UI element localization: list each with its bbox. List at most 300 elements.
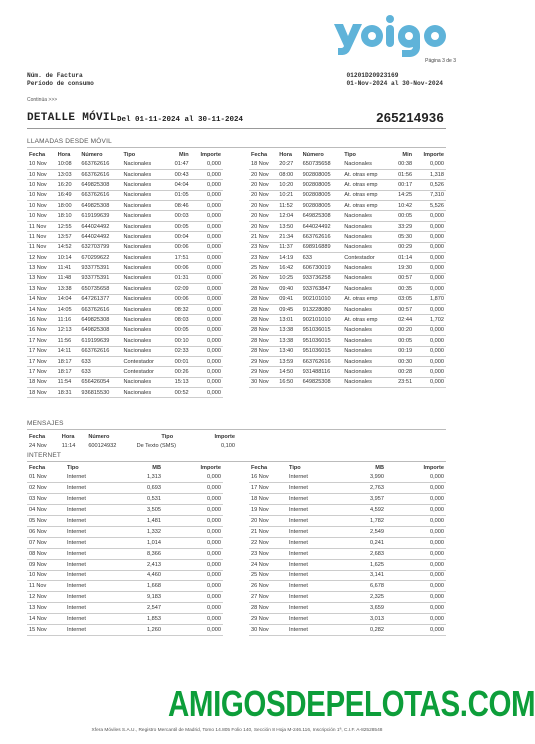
- table-cell: 2,549: [343, 526, 386, 537]
- table-cell: 00:10: [167, 336, 191, 346]
- table-cell: 633: [301, 253, 343, 263]
- table-cell: Internet: [287, 526, 343, 537]
- table-row: [27, 315, 223, 325]
- table-row: [27, 356, 223, 366]
- table-cell: Nacionales: [342, 221, 390, 231]
- table-cell: 25 Nov: [249, 263, 277, 273]
- table-cell: 649825308: [79, 180, 121, 190]
- table-cell: 0,000: [191, 377, 223, 387]
- invoice-number-value: 01201D20923169: [346, 72, 399, 79]
- table-cell: Nacionales: [342, 211, 390, 221]
- table-cell: 2,547: [120, 603, 163, 614]
- table-cell: 663762616: [79, 346, 121, 356]
- table-cell: 0,000: [414, 232, 446, 242]
- table-cell: Nacionales: [342, 346, 390, 356]
- detail-header: [27, 109, 446, 129]
- table-cell: 902101010: [301, 294, 343, 304]
- table-cell: 13:40: [277, 346, 300, 356]
- table-cell: Nacionales: [122, 294, 167, 304]
- table-row: [249, 592, 446, 603]
- table-cell: 29 Nov: [249, 614, 287, 625]
- table-cell: 0,000: [386, 505, 446, 516]
- table-cell: 11:16: [56, 315, 80, 325]
- table-cell: 13:50: [277, 221, 300, 231]
- table-row: [249, 169, 446, 179]
- table-cell: 11 Nov: [27, 232, 56, 242]
- table-cell: 14 Nov: [27, 304, 56, 314]
- table-cell: Internet: [287, 548, 343, 559]
- table-cell: 02 Nov: [27, 483, 65, 494]
- table-cell: 0,282: [343, 624, 386, 635]
- table-cell: 1,313: [120, 472, 163, 483]
- table-row: [27, 242, 223, 252]
- table-cell: 649825308: [301, 211, 343, 221]
- table-cell: Internet: [287, 494, 343, 505]
- table-cell: 33:29: [391, 221, 414, 231]
- table-cell: Nacionales: [342, 367, 390, 377]
- table-row: [249, 211, 446, 221]
- table-cell: 16:42: [277, 263, 300, 273]
- table-cell: 28 Nov: [249, 325, 277, 335]
- table-cell: 11:54: [56, 377, 80, 387]
- table-cell: 00:38: [391, 159, 414, 169]
- table-cell: 0,000: [414, 284, 446, 294]
- table-row: [27, 483, 223, 494]
- table-cell: 17:51: [167, 253, 191, 263]
- table-cell: 650735658: [79, 284, 121, 294]
- table-cell: 28 Nov: [249, 336, 277, 346]
- table-cell: Nacionales: [342, 232, 390, 242]
- messages-section-title: MENSAJES: [27, 420, 64, 427]
- table-cell: 12:55: [56, 221, 80, 231]
- table-cell: 933763847: [301, 284, 343, 294]
- table-cell: 08:00: [277, 169, 300, 179]
- table-cell: 10 Nov: [27, 570, 65, 581]
- table-cell: 26 Nov: [249, 581, 287, 592]
- table-cell: 1,625: [343, 559, 386, 570]
- table-row: [249, 190, 446, 200]
- table-cell: 08:46: [167, 201, 191, 211]
- table-cell: 10:14: [56, 253, 80, 263]
- table-cell: 16 Nov: [27, 315, 56, 325]
- table-cell: Internet: [65, 548, 120, 559]
- table-cell: 663762616: [79, 190, 121, 200]
- table-cell: Nacionales: [122, 221, 167, 231]
- column-header: MB: [375, 464, 384, 471]
- table-cell: 00:01: [167, 356, 191, 366]
- table-cell: 00:05: [391, 211, 414, 221]
- table-cell: 21:34: [277, 232, 300, 242]
- table-cell: 12:04: [277, 211, 300, 221]
- table-cell: 0,000: [163, 516, 223, 527]
- table-row: [249, 346, 446, 356]
- table-cell: 09 Nov: [27, 559, 65, 570]
- table-row: [27, 614, 223, 625]
- table-cell: 3,141: [343, 570, 386, 581]
- table-cell: 902101010: [301, 315, 343, 325]
- table-row: [27, 592, 223, 603]
- column-header: Min: [402, 151, 413, 158]
- table-row: [249, 232, 446, 242]
- table-cell: Nacionales: [122, 273, 167, 283]
- table-cell: 12 Nov: [27, 592, 65, 603]
- table-cell: 00:28: [391, 367, 414, 377]
- table-cell: 0,000: [191, 304, 223, 314]
- table-cell: 649825308: [79, 315, 121, 325]
- table-cell: 913228080: [301, 304, 343, 314]
- table-cell: 936815530: [79, 388, 121, 398]
- table-cell: 0,000: [414, 346, 446, 356]
- table-cell: 902808005: [301, 201, 343, 211]
- table-header-row: [27, 432, 237, 441]
- table-cell: 14:04: [56, 294, 80, 304]
- table-cell: 13:01: [277, 315, 300, 325]
- table-cell: 0,000: [191, 273, 223, 283]
- table-cell: 14:52: [56, 242, 80, 252]
- table-cell: 00:20: [391, 325, 414, 335]
- table-row: [249, 201, 446, 211]
- table-cell: 08:03: [167, 315, 191, 325]
- table-cell: 1,782: [343, 516, 386, 527]
- table-cell: Nacionales: [342, 377, 390, 387]
- table-cell: 18:17: [56, 356, 80, 366]
- table-row: [249, 559, 446, 570]
- table-cell: Internet: [65, 614, 120, 625]
- table-cell: 951036015: [301, 325, 343, 335]
- table-cell: 3,505: [120, 505, 163, 516]
- table-row: [27, 232, 223, 242]
- table-cell: 0,000: [191, 253, 223, 263]
- table-cell: Internet: [65, 472, 120, 483]
- table-cell: 0,000: [386, 526, 446, 537]
- table-cell: 931488116: [301, 367, 343, 377]
- table-cell: 24 Nov: [29, 443, 47, 450]
- table-cell: Nacionales: [342, 242, 390, 252]
- table-cell: 02:33: [167, 346, 191, 356]
- table-cell: 11 Nov: [27, 242, 56, 252]
- table-cell: 0,000: [191, 221, 223, 231]
- table-cell: 21 Nov: [249, 232, 277, 242]
- table-cell: 20 Nov: [249, 180, 277, 190]
- table-cell: 10 Nov: [27, 169, 56, 179]
- table-cell: 0,000: [191, 232, 223, 242]
- table-cell: Nacionales: [122, 169, 167, 179]
- period-value: 01-Nov-2024 al 30-Nov-2024: [346, 80, 443, 87]
- invoice-number-label: Núm. de Factura: [27, 72, 83, 79]
- table-cell: 0,000: [414, 356, 446, 366]
- table-cell: 0,000: [191, 242, 223, 252]
- table-cell: 0,000: [191, 169, 223, 179]
- messages-table: [27, 432, 237, 451]
- table-cell: Internet: [65, 516, 120, 527]
- table-cell: Nacionales: [122, 232, 167, 242]
- table-row: [27, 505, 223, 516]
- table-cell: Nacionales: [342, 325, 390, 335]
- table-cell: 13:38: [277, 336, 300, 346]
- table-row: [249, 548, 446, 559]
- table-cell: 0,000: [414, 221, 446, 231]
- table-cell: 670299622: [79, 253, 121, 263]
- table-row: [249, 294, 446, 304]
- table-cell: 1,870: [414, 294, 446, 304]
- table-cell: 0,000: [191, 336, 223, 346]
- table-cell: 20 Nov: [249, 169, 277, 179]
- table-cell: Internet: [65, 483, 120, 494]
- table-cell: 00:35: [391, 284, 414, 294]
- table-row: [27, 581, 223, 592]
- table-cell: 05 Nov: [27, 516, 65, 527]
- table-cell: 10:20: [277, 180, 300, 190]
- table-cell: 01:05: [167, 190, 191, 200]
- table-cell: 951036015: [301, 346, 343, 356]
- table-cell: 10 Nov: [27, 159, 56, 169]
- table-cell: 20 Nov: [249, 211, 277, 221]
- table-cell: 13 Nov: [27, 284, 56, 294]
- table-cell: At. otras emp: [342, 201, 390, 211]
- table-row: [27, 273, 223, 283]
- table-cell: 644024492: [79, 232, 121, 242]
- column-header: Fecha: [251, 464, 268, 471]
- table-cell: 11 Nov: [27, 221, 56, 231]
- table-row: [249, 537, 446, 548]
- table-cell: 3,990: [343, 472, 386, 483]
- table-cell: 0,000: [386, 472, 446, 483]
- table-header-row: [27, 150, 223, 159]
- table-cell: Nacionales: [122, 242, 167, 252]
- table-cell: 3,957: [343, 494, 386, 505]
- table-cell: 21 Nov: [249, 526, 287, 537]
- table-row: [249, 180, 446, 190]
- table-cell: 14:25: [391, 190, 414, 200]
- table-cell: 11 Nov: [27, 581, 65, 592]
- table-cell: 600124932: [88, 443, 117, 450]
- table-row: [27, 367, 223, 377]
- table-cell: 0,000: [414, 325, 446, 335]
- table-cell: 0,000: [414, 159, 446, 169]
- table-row: [249, 472, 446, 483]
- table-cell: 04 Nov: [27, 505, 65, 516]
- invoice-labels: [27, 72, 94, 88]
- table-cell: 0,000: [163, 570, 223, 581]
- table-cell: Internet: [287, 614, 343, 625]
- detail-period: Del 01-11-2024 al 30-11-2024: [117, 116, 244, 124]
- table-cell: 663762616: [301, 356, 343, 366]
- table-cell: Internet: [287, 603, 343, 614]
- table-cell: Nacionales: [122, 336, 167, 346]
- column-header: Número: [81, 151, 103, 158]
- watermark: AMIGOSDEPELOTAS.COM: [168, 683, 535, 724]
- table-cell: Nacionales: [122, 190, 167, 200]
- table-cell: Nacionales: [122, 180, 167, 190]
- table-cell: 0,000: [163, 559, 223, 570]
- table-cell: 663762616: [79, 159, 121, 169]
- table-cell: 13:57: [56, 232, 80, 242]
- table-cell: 23:51: [391, 377, 414, 387]
- period-label: Período de consumo: [27, 80, 94, 87]
- table-cell: 18 Nov: [27, 377, 56, 387]
- table-cell: 10 Nov: [27, 201, 56, 211]
- table-cell: Internet: [287, 505, 343, 516]
- table-cell: Internet: [65, 624, 120, 635]
- table-cell: 2,325: [343, 592, 386, 603]
- calls-table-right: [249, 150, 446, 388]
- table-cell: 2,763: [343, 483, 386, 494]
- table-cell: 08 Nov: [27, 548, 65, 559]
- table-cell: 00:57: [391, 273, 414, 283]
- yoigo-logo: [330, 14, 452, 58]
- column-header: Número: [88, 433, 110, 440]
- table-cell: 0,000: [191, 367, 223, 377]
- table-cell: 633: [79, 356, 121, 366]
- table-cell: 663762616: [79, 304, 121, 314]
- column-header: Número: [302, 151, 324, 158]
- table-cell: At. otras emp: [342, 315, 390, 325]
- table-cell: 18 Nov: [249, 494, 287, 505]
- table-cell: Nacionales: [342, 273, 390, 283]
- table-cell: Internet: [287, 483, 343, 494]
- table-cell: 10:08: [56, 159, 80, 169]
- table-row: [27, 284, 223, 294]
- table-cell: 6,678: [343, 581, 386, 592]
- section-divider: [27, 147, 446, 148]
- table-cell: Contestador: [122, 356, 167, 366]
- table-row: [27, 336, 223, 346]
- table-cell: Nacionales: [122, 253, 167, 263]
- detail-title: DETALLE MÓVIL: [27, 112, 117, 124]
- table-cell: 28 Nov: [249, 346, 277, 356]
- table-cell: 10:25: [277, 273, 300, 283]
- table-row: [249, 253, 446, 263]
- table-cell: 0,000: [191, 325, 223, 335]
- table-cell: 28 Nov: [249, 315, 277, 325]
- table-cell: 11:48: [56, 273, 80, 283]
- table-cell: Nacionales: [342, 304, 390, 314]
- table-row: [249, 377, 446, 387]
- table-cell: 0,000: [191, 180, 223, 190]
- table-cell: 0,000: [163, 581, 223, 592]
- table-row: [249, 570, 446, 581]
- table-row: [27, 624, 223, 635]
- table-cell: 22 Nov: [249, 537, 287, 548]
- table-row: [27, 603, 223, 614]
- table-cell: 09:45: [277, 304, 300, 314]
- table-cell: 17 Nov: [27, 346, 56, 356]
- table-cell: 10:21: [277, 190, 300, 200]
- table-cell: Nacionales: [342, 284, 390, 294]
- table-cell: Internet: [287, 516, 343, 527]
- table-cell: 663762616: [79, 169, 121, 179]
- table-row: [27, 263, 223, 273]
- table-cell: 0,000: [191, 294, 223, 304]
- column-header: Fecha: [29, 433, 46, 440]
- table-cell: 606730019: [301, 263, 343, 273]
- column-header: Hora: [279, 151, 292, 158]
- table-row: [27, 494, 223, 505]
- table-cell: 18:31: [56, 388, 80, 398]
- table-cell: 14 Nov: [27, 614, 65, 625]
- table-cell: Nacionales: [122, 284, 167, 294]
- table-cell: 14 Nov: [27, 294, 56, 304]
- table-cell: 647261377: [79, 294, 121, 304]
- table-cell: 0,000: [191, 388, 223, 398]
- table-cell: 632703799: [79, 242, 121, 252]
- table-row: [249, 336, 446, 346]
- table-row: [249, 159, 446, 169]
- table-cell: Nacionales: [342, 159, 390, 169]
- table-cell: 13:38: [277, 325, 300, 335]
- table-cell: 00:29: [391, 242, 414, 252]
- table-cell: 4,460: [120, 570, 163, 581]
- column-header: Importe: [423, 151, 444, 158]
- table-cell: 00:43: [167, 169, 191, 179]
- table-cell: 3,659: [343, 603, 386, 614]
- table-cell: Internet: [65, 603, 120, 614]
- table-cell: 0,000: [191, 356, 223, 366]
- table-cell: Nacionales: [342, 356, 390, 366]
- table-cell: 14:05: [56, 304, 80, 314]
- table-cell: 23 Nov: [249, 548, 287, 559]
- calls-table-left: [27, 150, 223, 398]
- table-cell: 902808005: [301, 190, 343, 200]
- table-cell: 650735658: [301, 159, 343, 169]
- table-cell: 0,000: [163, 624, 223, 635]
- table-row: [27, 180, 223, 190]
- table-cell: Internet: [65, 581, 120, 592]
- table-row: [249, 304, 446, 314]
- table-cell: Internet: [287, 559, 343, 570]
- table-cell: 01:47: [167, 159, 191, 169]
- section-divider: [27, 461, 446, 462]
- table-cell: 00:30: [391, 356, 414, 366]
- table-cell: 9,183: [120, 592, 163, 603]
- table-row: [27, 211, 223, 221]
- table-cell: 0,000: [163, 603, 223, 614]
- table-cell: 933775391: [79, 273, 121, 283]
- table-cell: 0,000: [414, 211, 446, 221]
- table-cell: 00:05: [391, 336, 414, 346]
- table-cell: 644024492: [79, 221, 121, 231]
- column-header: Tipo: [289, 464, 301, 471]
- table-cell: 1,318: [414, 169, 446, 179]
- table-cell: 14:19: [277, 253, 300, 263]
- table-cell: 18 Nov: [249, 159, 277, 169]
- column-header: Fecha: [251, 151, 268, 158]
- table-cell: 20 Nov: [249, 221, 277, 231]
- table-cell: 20 Nov: [249, 201, 277, 211]
- table-cell: 0,000: [386, 570, 446, 581]
- table-cell: 24 Nov: [249, 559, 287, 570]
- table-cell: 0,000: [414, 242, 446, 252]
- table-cell: 0,000: [386, 603, 446, 614]
- table-cell: 0,000: [386, 581, 446, 592]
- table-row: [27, 548, 223, 559]
- table-row: [27, 304, 223, 314]
- table-cell: 00:03: [167, 211, 191, 221]
- table-header-row: [249, 463, 446, 472]
- table-cell: 902808005: [301, 169, 343, 179]
- table-cell: 649825308: [301, 377, 343, 387]
- table-row: [27, 294, 223, 304]
- table-cell: 00:26: [167, 367, 191, 377]
- continue-text: Continúa >>>: [27, 97, 58, 103]
- table-cell: 09:41: [277, 294, 300, 304]
- table-cell: 29 Nov: [249, 367, 277, 377]
- table-cell: 01:31: [167, 273, 191, 283]
- table-cell: At. otras emp: [342, 190, 390, 200]
- table-row: [27, 570, 223, 581]
- table-cell: 13:59: [277, 356, 300, 366]
- table-cell: 00:04: [167, 232, 191, 242]
